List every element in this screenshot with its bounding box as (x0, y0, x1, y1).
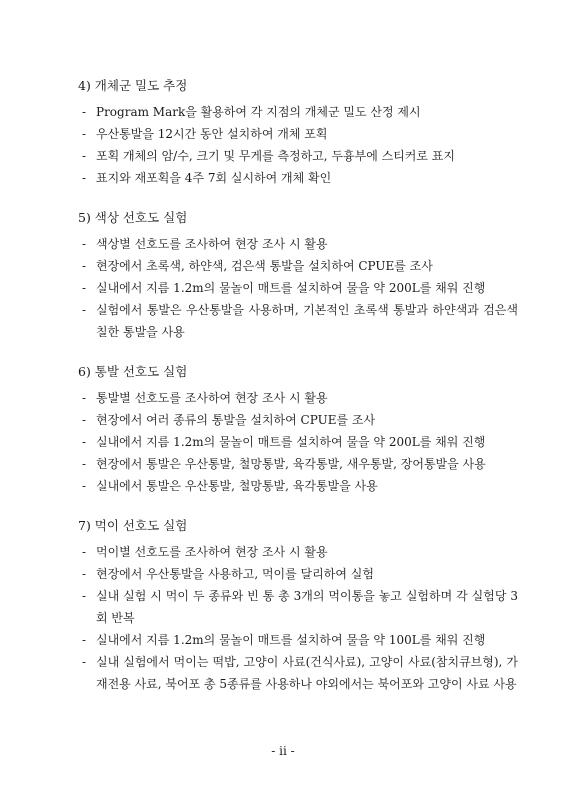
list-item-text: 현장에서 초록색, 하얀색, 검은색 통발을 설치하여 CPUE를 조사 (96, 259, 433, 273)
section-trap-preference (78, 363, 518, 497)
section-title: 4) 개체군 밀도 추정 (78, 78, 188, 93)
list-item: - 실내에서 지름 1.2m의 물놀이 매트를 설치하여 물을 약 200L를 채워 진행 (82, 435, 486, 449)
list-item-text: 색상별 선호도를 조사하여 현장 조사 시 활용 (96, 237, 328, 251)
list-item-text: 실내에서 지름 1.2m의 물놀이 매트를 설치하여 물을 약 200L를 채워 진행 (96, 435, 486, 449)
list-item-text: Program Mark을 활용하여 각 지점의 개체군 밀도 산정 제시 (96, 105, 421, 119)
section-color-preference (78, 209, 518, 343)
list-item-text: 실내 실험에서 먹이는 떡밥, 고양이 사료(건식사료), 고양이 사료(참치큐브형), 가재전용 사료, 북어포 총 5종류를 사용하나 야외에서는 북어포와 고양이 사료 사용 (96, 655, 518, 691)
list-item-text: 현장에서 우산통발을 사용하고, 먹이를 달리하여 실험 (96, 567, 374, 581)
list-item: - 먹이별 선호도를 조사하여 현장 조사 시 활용 (82, 545, 328, 559)
list-item: - 실내에서 지름 1.2m의 물놀이 매트를 설치하여 물을 약 100L를 채워 진행 (82, 633, 486, 647)
list-item-text: 통발별 선호도를 조사하여 현장 조사 시 활용 (96, 391, 328, 405)
section-title: 7) 먹이 선호도 실험 (78, 518, 188, 533)
list-item-text: 실내 실험 시 먹이 두 종류와 빈 통 총 3개의 먹이통을 놓고 실험하며 각 실험당 3회 반복 (96, 589, 518, 625)
list-item: - 실험에서 통발은 우산통발을 사용하며, 기본적인 초록색 통발과 하얀색과 검은색 칠한 통발을 사용 (82, 303, 518, 339)
list-item: - 현장에서 통발은 우산통발, 철망통발, 육각통발, 새우통발, 장어통발을 사용 (82, 457, 486, 471)
list-item: - 우산통발을 12시간 동안 설치하여 개체 포획 (82, 127, 328, 141)
list-item-text: 실내에서 지름 1.2m의 물놀이 매트를 설치하여 물을 약 200L를 채워 진행 (96, 281, 486, 295)
list-item-text: 현장에서 통발은 우산통발, 철망통발, 육각통발, 새우통발, 장어통발을 사용 (96, 457, 486, 471)
list-item: - 실내 실험 시 먹이 두 종류와 빈 통 총 3개의 먹이통을 놓고 실험하며 각 실험당 3회 반복 (82, 589, 518, 625)
section-title: 6) 통발 선호도 실험 (78, 364, 188, 379)
list-item: - 실내 실험에서 먹이는 떡밥, 고양이 사료(건식사료), 고양이 사료(참치큐브형), 가재전용 사료, 북어포 총 5종류를 사용하나 야외에서는 북어포와 고양이 사료 사용 (82, 655, 518, 691)
list-item-text: 실내에서 통발은 우산통발, 철망통발, 육각통발을 사용 (96, 479, 378, 493)
section-food-preference (78, 517, 518, 695)
list-item: - 색상별 선호도를 조사하여 현장 조사 시 활용 (82, 237, 328, 251)
section-title: 5) 색상 선호도 실험 (78, 210, 188, 225)
list-item-text: 실험에서 통발은 우산통발을 사용하며, 기본적인 초록색 통발과 하얀색과 검은색 칠한 통발을 사용 (96, 303, 518, 339)
list-item: - Program Mark을 활용하여 각 지점의 개체군 밀도 산정 제시 (82, 105, 421, 119)
list-item: - 현장에서 초록색, 하얀색, 검은색 통발을 설치하여 CPUE를 조사 (82, 259, 433, 273)
list-item-text: 포획 개체의 암/수, 크기 및 무게를 측정하고, 두흉부에 스티커로 표지 (96, 149, 455, 163)
list-item: - 실내에서 통발은 우산통발, 철망통발, 육각통발을 사용 (82, 479, 378, 493)
list-item: - 현장에서 여러 종류의 통발을 설치하여 CPUE를 조사 (82, 413, 376, 427)
list-item: - 통발별 선호도를 조사하여 현장 조사 시 활용 (82, 391, 328, 405)
list-item: - 표지와 재포획을 4주 7회 실시하여 개체 확인 (82, 171, 332, 185)
page-number: - ii - (271, 744, 295, 758)
list-item-text: 현장에서 여러 종류의 통발을 설치하여 CPUE를 조사 (96, 413, 376, 427)
list-item-text: 먹이별 선호도를 조사하여 현장 조사 시 활용 (96, 545, 328, 559)
list-item-text: 표지와 재포획을 4주 7회 실시하여 개체 확인 (96, 171, 332, 185)
list-item: - 실내에서 지름 1.2m의 물놀이 매트를 설치하여 물을 약 200L를 채워 진행 (82, 281, 486, 295)
document-body (78, 77, 518, 715)
list-item-text: 실내에서 지름 1.2m의 물놀이 매트를 설치하여 물을 약 100L를 채워 진행 (96, 633, 486, 647)
list-item-text: 우산통발을 12시간 동안 설치하여 개체 포획 (96, 127, 328, 141)
list-item: - 현장에서 우산통발을 사용하고, 먹이를 달리하여 실험 (82, 567, 374, 581)
section-population-density (78, 77, 518, 189)
list-item: - 포획 개체의 암/수, 크기 및 무게를 측정하고, 두흉부에 스티커로 표지 (82, 149, 455, 163)
